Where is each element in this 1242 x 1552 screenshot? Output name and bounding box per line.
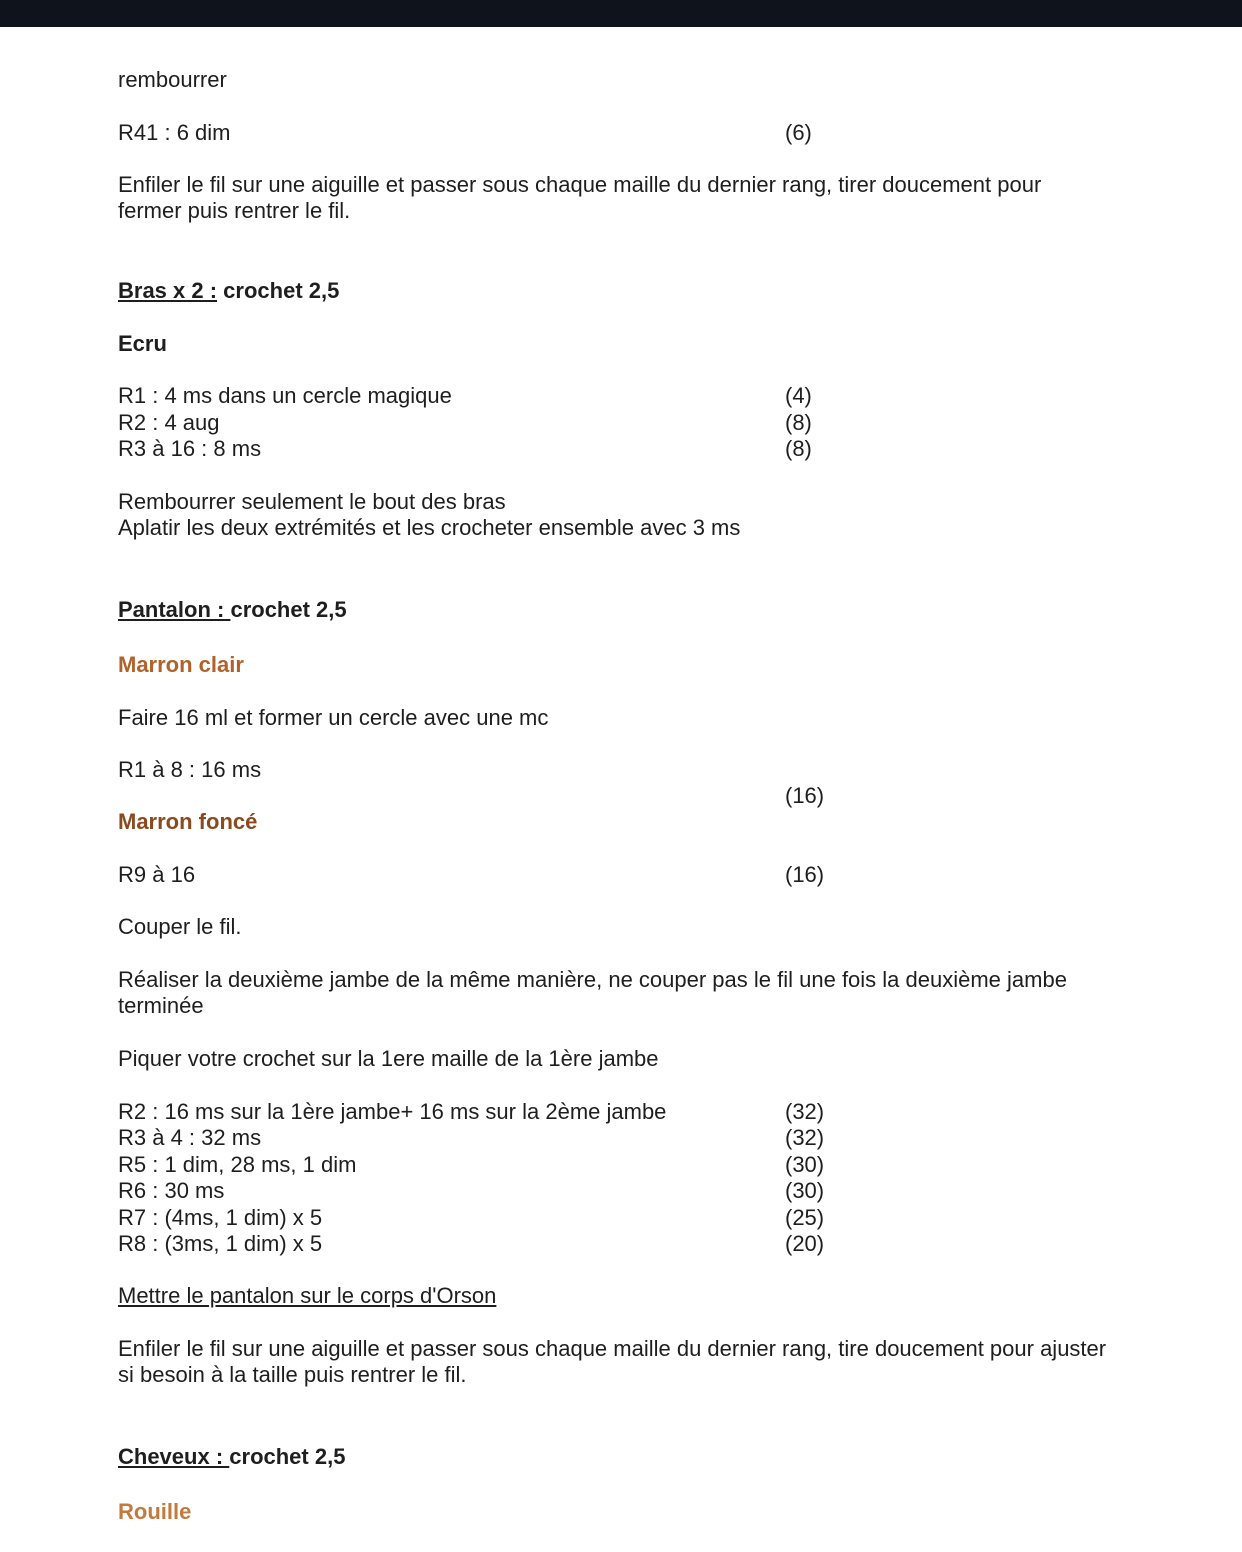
row-label: R5 : 1 dim, 28 ms, 1 dim (118, 1152, 357, 1177)
text-rembourrer: rembourrer (118, 67, 227, 92)
heading-rest: crochet 2,5 (230, 597, 347, 622)
note-flatten: Aplatir les deux extrémités et les crocheter ensemble avec 3 ms (118, 515, 741, 540)
section-heading-cheveux (118, 1444, 345, 1470)
document-page (0, 27, 1242, 1552)
text-put-on-pants: Mettre le pantalon sur le corps d'Orson (118, 1283, 497, 1308)
row-label: R2 : 4 aug (118, 410, 220, 435)
text-finish: Enfiler le fil sur une aiguille et passer sous chaque maille du dernier rang, tire doucement pour ajuster si besoin à la taille puis rentrer le fil. (118, 1336, 1107, 1387)
note-stuffing: Rembourrer seulement le bout des bras (118, 489, 506, 514)
heading-rest: crochet 2,5 (229, 1444, 346, 1469)
row-count: (30) (785, 1152, 825, 1177)
text-second-leg: Réaliser la deuxième jambe de la même manière, ne couper pas le fil une fois la deuxième jambe terminée (118, 967, 1067, 1018)
row-label: R3 à 4 : 32 ms (118, 1125, 262, 1150)
text-pierce: Piquer votre crochet sur la 1ere maille de la 1ère jambe (118, 1046, 659, 1071)
color-label-marron-clair: Marron clair (118, 652, 244, 677)
row-r41-count: (6) (785, 120, 812, 145)
row-label: R1 : 4 ms dans un cercle magique (118, 383, 452, 408)
section-heading-pantalon (118, 597, 347, 623)
text-start-chain: Faire 16 ml et former un cercle avec une mc (118, 705, 549, 730)
close-instructions: Enfiler le fil sur une aiguille et passer sous chaque maille du dernier rang, tirer doucement pour fermer puis rentrer le fil. (118, 172, 1042, 223)
row-count: (4) (785, 383, 812, 408)
row-count: (25) (785, 1205, 825, 1230)
heading-rest: crochet 2,5 (217, 278, 340, 303)
row-count: (8) (785, 436, 812, 461)
color-label-ecru: Ecru (118, 331, 167, 356)
row-r41-label: R41 : 6 dim (118, 120, 231, 145)
row-label: R9 à 16 (118, 862, 196, 887)
row-count: (30) (785, 1178, 825, 1203)
color-label-rouille: Rouille (118, 1499, 192, 1524)
row-label: R2 : 16 ms sur la 1ère jambe+ 16 ms sur la 2ème jambe (118, 1099, 667, 1124)
row-label: R1 à 8 : 16 ms (118, 757, 262, 782)
row-count: (16) (785, 783, 825, 808)
row-count: (32) (785, 1125, 825, 1150)
row-label: R8 : (3ms, 1 dim) x 5 (118, 1231, 323, 1256)
heading-underlined: Pantalon : (118, 597, 231, 622)
section-heading-bras (118, 278, 339, 304)
row-count: (20) (785, 1231, 825, 1256)
color-label-marron-fonce: Marron foncé (118, 809, 258, 834)
row-count: (32) (785, 1099, 825, 1124)
row-label: R6 : 30 ms (118, 1178, 225, 1203)
row-count: (16) (785, 862, 825, 887)
row-label: R7 : (4ms, 1 dim) x 5 (118, 1205, 323, 1230)
row-count: (8) (785, 410, 812, 435)
row-label: R3 à 16 : 8 ms (118, 436, 262, 461)
status-bar (0, 0, 1242, 27)
text-cut-yarn: Couper le fil. (118, 914, 242, 939)
heading-underlined: Cheveux : (118, 1444, 230, 1469)
heading-underlined: Bras x 2 : (118, 278, 218, 303)
